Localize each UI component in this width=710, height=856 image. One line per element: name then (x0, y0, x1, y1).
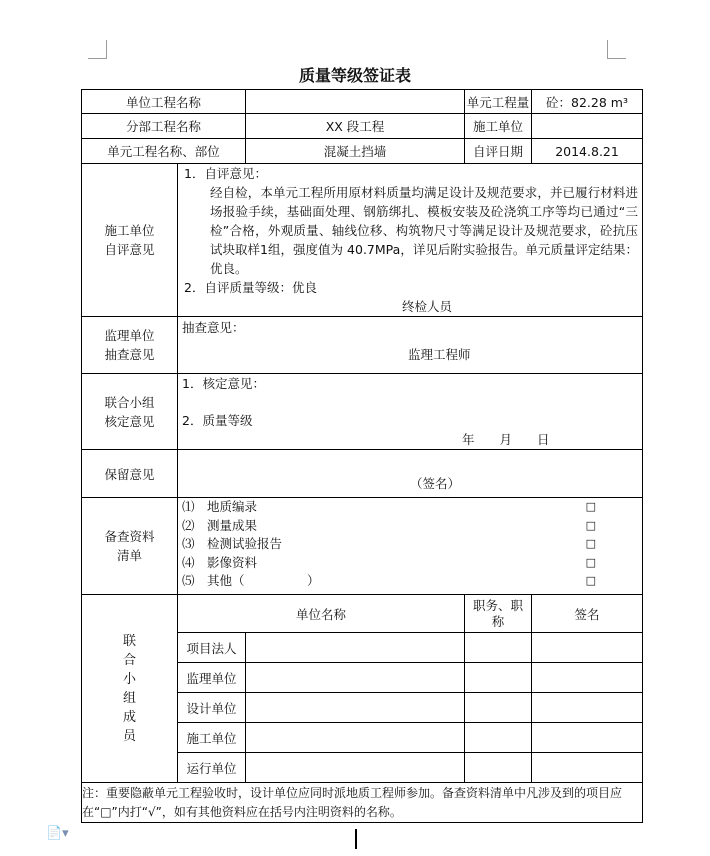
reserve-sign: （签名） (410, 476, 461, 491)
member-unit-label: 项目法人 (178, 633, 246, 663)
self-eval-body: 经自检，本单元工程所用原材料质量均满足设计及规范要求，并已履行材料进场报验手续，基础面处理、钢筋绑扎、模板安装及砼浇筑工序等均已通过“三检”合格，外观质量、轴线位移、构筑物尺寸等满足设计及规范要求，砼抗压试块取样1组，强度值为 40.7MPa，详见后附实验报告。单元质量评定结果：优良。 (210, 185, 639, 276)
supervision-signer: 监理工程师 (408, 347, 471, 362)
label-backup-line1: 备查资料 (104, 529, 155, 544)
self-eval-item1: 1．自评意见： (184, 166, 267, 181)
member-unit-label: 施工单位 (178, 723, 246, 753)
label-joint-line1: 联合小组 (104, 394, 155, 410)
value-construction-unit[interactable] (532, 114, 643, 139)
reserve-content[interactable] (178, 450, 643, 498)
value-unit-project-name[interactable] (246, 90, 465, 114)
label-unit-project-name: 单位工程名称 (82, 90, 246, 114)
value-unit-quantity[interactable]: 砼：82.28 m³ (532, 90, 643, 114)
checkbox-geology[interactable]: □ (585, 500, 597, 513)
row-members-header (82, 595, 643, 633)
label-unit-quantity: 单元工程量 (465, 90, 532, 114)
self-evaluation-content[interactable] (178, 164, 643, 317)
label-joint-members (82, 595, 178, 783)
joint-item1: 1．核定意见： (182, 376, 265, 391)
row-unit-project (82, 90, 643, 114)
member-sign-cell[interactable] (532, 753, 643, 783)
backup-item (182, 535, 638, 554)
backup-item-label: ⑶ 检测试验报告 (182, 536, 283, 551)
document-status-icon[interactable]: 📄▾ (46, 826, 69, 841)
row-reserve-opinion (82, 450, 643, 498)
label-self-eval-line2: 自评意见 (104, 242, 155, 257)
members-label-char: 成 (122, 709, 136, 725)
backup-item-label: ⑵ 测量成果 (182, 517, 258, 533)
page-corner-mark-top-left (88, 40, 107, 59)
label-self-eval-date: 自评日期 (465, 139, 532, 164)
label-joint-line2: 核定意见 (104, 413, 155, 429)
checkbox-imagery[interactable]: □ (585, 555, 597, 569)
text-cursor (355, 829, 357, 849)
member-sign-cell[interactable] (532, 633, 643, 663)
form-note: 注：重要隐蔽单元工程验收时，设计单位应同时派地质工程师参加。备查资料清单中凡涉及到的项目应在“□”内打“√”，如有其他资料应在括号内注明资料的名称。 (82, 783, 643, 823)
row-note (82, 783, 643, 823)
members-label-char: 组 (122, 690, 136, 706)
label-reserve-opinion: 保留意见 (82, 450, 178, 498)
backup-list-content (178, 498, 643, 595)
backup-item-label: ⑸ 其他（ ） (182, 573, 320, 588)
row-supervision (82, 317, 643, 374)
label-backup-line2: 清单 (116, 548, 142, 563)
label-division-project-name: 分部工程名称 (82, 114, 246, 139)
backup-item (182, 572, 638, 591)
value-division-project-name[interactable]: XX 段工程 (246, 114, 465, 139)
checkbox-other[interactable]: □ (585, 574, 597, 587)
header-signature: 签名 (532, 595, 643, 633)
checkbox-test-report[interactable]: □ (585, 537, 597, 550)
member-post-cell[interactable] (465, 663, 532, 693)
label-unit-element-name: 单元工程名称、部位 (82, 139, 246, 164)
form-title: 质量等级签证表 (298, 66, 411, 85)
label-self-evaluation (82, 164, 178, 317)
member-unit-label: 监理单位 (178, 663, 246, 693)
backup-item (182, 517, 638, 536)
member-post-cell[interactable] (465, 723, 532, 753)
backup-item (182, 498, 638, 517)
supervision-text: 抽查意见： (182, 320, 245, 335)
quality-form-table (81, 89, 643, 823)
members-label-char: 合 (122, 652, 136, 668)
member-post-cell[interactable] (465, 693, 532, 723)
member-sign-cell[interactable] (532, 693, 643, 723)
row-joint-verification (82, 374, 643, 450)
joint-content[interactable] (178, 374, 643, 450)
member-unit-label: 设计单位 (178, 693, 246, 723)
value-unit-element-name[interactable]: 混凝土挡墙 (246, 139, 465, 164)
label-supervision-line2: 抽查意见 (104, 347, 155, 362)
self-eval-item2: 2．自评质量等级：优良 (184, 280, 317, 295)
label-backup-list (82, 498, 178, 595)
joint-item2: 2．质量等级 (182, 413, 253, 428)
label-supervision (82, 317, 178, 374)
members-label-char: 小 (122, 671, 136, 687)
members-label-char: 联 (122, 633, 136, 649)
member-post-cell[interactable] (465, 633, 532, 663)
member-unit-name-cell[interactable] (246, 693, 465, 723)
member-unit-label: 运行单位 (178, 753, 246, 783)
backup-item-label: ⑴ 地质编录 (182, 499, 258, 514)
row-backup-list (82, 498, 643, 595)
row-unit-element (82, 139, 643, 164)
member-sign-cell[interactable] (532, 663, 643, 693)
members-label-char: 员 (122, 728, 136, 744)
label-supervision-line1: 监理单位 (104, 328, 155, 343)
page-corner-mark-top-right (607, 40, 626, 59)
member-post-cell[interactable] (465, 753, 532, 783)
backup-item (182, 554, 638, 573)
member-sign-cell[interactable] (532, 723, 643, 753)
joint-date: 年 月 日 (462, 432, 550, 447)
member-unit-name-cell[interactable] (246, 663, 465, 693)
label-joint-verification (82, 374, 178, 450)
self-eval-signer: 终检人员 (402, 299, 453, 314)
label-construction-unit: 施工单位 (465, 114, 532, 139)
header-unit-name: 单位名称 (178, 595, 465, 633)
supervision-content[interactable] (178, 317, 643, 374)
checkbox-survey[interactable]: □ (585, 518, 597, 532)
member-unit-name-cell[interactable] (246, 633, 465, 663)
label-self-eval-line1: 施工单位 (104, 223, 155, 238)
row-self-evaluation (82, 164, 643, 317)
header-post-title: 职务、职称 (465, 595, 532, 633)
backup-item-label: ⑷ 影像资料 (182, 554, 258, 570)
row-division-project (82, 114, 643, 139)
value-self-eval-date[interactable]: 2014.8.21 (532, 139, 643, 164)
member-unit-name-cell[interactable] (246, 723, 465, 753)
member-unit-name-cell[interactable] (246, 753, 465, 783)
